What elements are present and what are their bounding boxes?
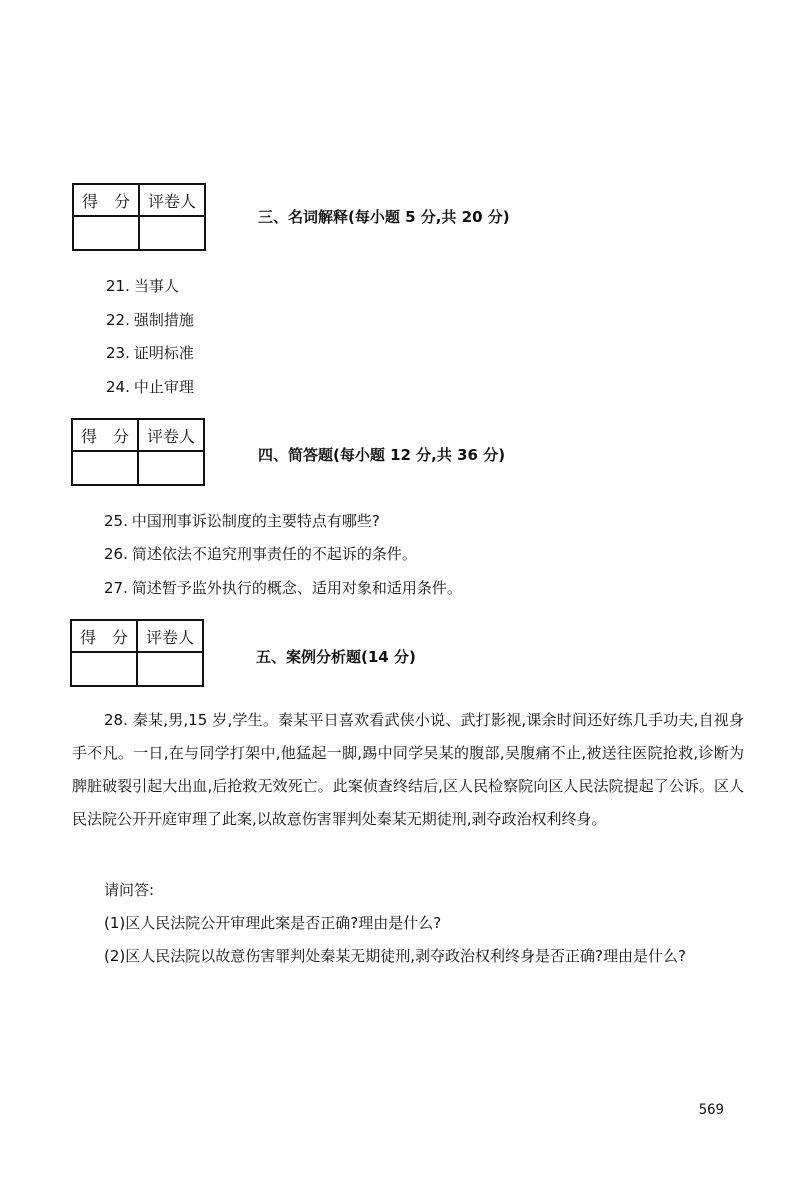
score-table-section5	[70, 619, 204, 687]
case-question-1: (1)区人民法院公开审理此案是否正确?理由是什么?	[104, 914, 442, 932]
grader-label: 评卷人	[138, 419, 204, 451]
section3-title: 三、名词解释(每小题 5 分,共 20 分)	[258, 208, 510, 226]
grader-cell	[138, 451, 204, 485]
question-22: 22. 强制措施	[106, 311, 194, 329]
question-21: 21. 当事人	[106, 277, 179, 295]
score-cell	[73, 216, 139, 250]
case-prompt: 请问答:	[104, 881, 155, 899]
section5-title: 五、案例分析题(14 分)	[256, 648, 416, 666]
question-27: 27. 简述暂予监外执行的概念、适用对象和适用条件。	[104, 579, 462, 597]
grader-cell	[139, 216, 205, 250]
grader-label: 评卷人	[137, 620, 203, 652]
section4-title: 四、简答题(每小题 12 分,共 36 分)	[258, 446, 506, 464]
score-label: 得 分	[73, 184, 139, 216]
score-table-section3	[72, 183, 206, 251]
case-28-text: 28. 秦某,男,15 岁,学生。秦某平日喜欢看武侠小说、武打影视,课余时间还好练几手功夫,自视身手不凡。一日,在与同学打架中,他猛起一脚,踢中同学吴某的腹部,吴腹痛不止,被送往医院抢救,诊断为脾脏破裂引起大出血,后抢救无效死亡。此案侦查终结后,区人民检察院向区人民法院提起了公诉。区人民法院公开开庭审理了此案,以故意伤害罪判处秦某无期徒刑,剥夺政治权利终身。	[72, 711, 744, 828]
score-cell	[71, 652, 137, 686]
case-question-2: (2)区人民法院以故意伤害罪判处秦某无期徒刑,剥夺政治权利终身是否正确?理由是什么?	[104, 947, 686, 965]
score-table-section4	[71, 418, 205, 486]
score-label: 得 分	[71, 620, 137, 652]
grader-label: 评卷人	[139, 184, 205, 216]
question-26: 26. 简述依法不追究刑事责任的不起诉的条件。	[104, 545, 417, 563]
score-label: 得 分	[72, 419, 138, 451]
grader-cell	[137, 652, 203, 686]
question-24: 24. 中止审理	[106, 378, 194, 396]
score-cell	[72, 451, 138, 485]
question-23: 23. 证明标准	[106, 344, 194, 362]
page-number: 569	[698, 1102, 724, 1118]
question-25: 25. 中国刑事诉讼制度的主要特点有哪些?	[104, 512, 380, 530]
